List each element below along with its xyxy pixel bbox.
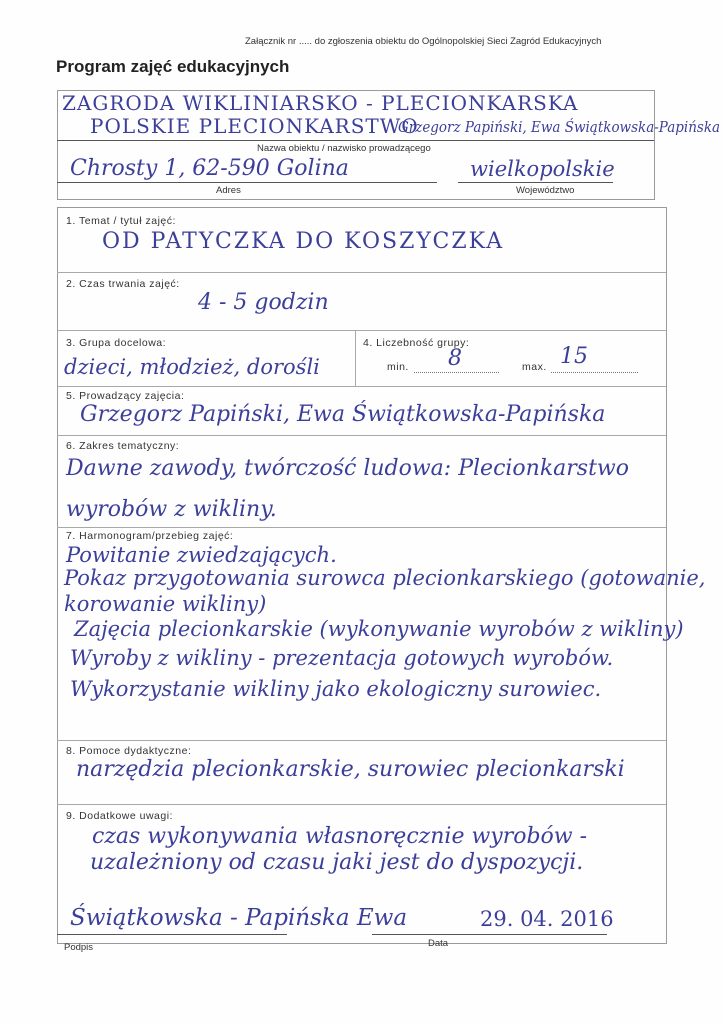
remarks-line1: czas wykonywania własnoręcznie wyrobów - (92, 824, 588, 849)
duration-value: 4 - 5 godzin (198, 290, 329, 315)
object-presenter-inline: Grzegorz Papiński, Ewa Świątkowska-Papińska (398, 118, 721, 136)
group-size-label: 4. Liczebność grupy: (363, 337, 470, 349)
group-max-label: max. (522, 361, 547, 373)
instructor-label: 5. Prowadzący zajęcia: (66, 390, 185, 402)
address-underline (57, 182, 437, 183)
object-name-line1: ZAGRODA WIKLINIARSKO - PLECIONKARSKA (62, 91, 579, 115)
target-group-label: 3. Grupa docelowa: (66, 337, 167, 349)
divider-vertical-3-4 (355, 330, 356, 386)
thematic-scope-label: 6. Zakres tematyczny: (66, 440, 180, 452)
divider-3 (57, 386, 666, 387)
teaching-aids-value: narzędzia plecionkarskie, surowiec plecionkarski (76, 757, 625, 782)
form-title: Program zajęć edukacyjnych (56, 57, 290, 76)
remarks-label: 9. Dodatkowe uwagi: (66, 810, 173, 822)
group-min-dots (414, 372, 499, 373)
topic-label: 1. Temat / tytuł zajęć: (66, 215, 176, 227)
divider-7 (57, 804, 666, 805)
instructor-value: Grzegorz Papiński, Ewa Świątkowska-Papińska (80, 402, 606, 427)
schedule-line: Zajęcia plecionkarskie (wykonywanie wyrobów z wikliny) (74, 617, 684, 641)
divider-1 (57, 272, 666, 273)
signature-underline (57, 934, 287, 935)
date-value: 29. 04. 2016 (480, 907, 614, 931)
duration-label: 2. Czas trwania zajęć: (66, 278, 180, 290)
voivodeship-underline (458, 182, 613, 183)
thematic-scope-line1: Dawne zawody, twórczość ludowa: Plecionkarstwo (66, 456, 630, 481)
schedule-line: Wykorzystanie wikliny jako ekologiczny surowiec. (70, 677, 602, 701)
schedule-label: 7. Harmonogram/przebieg zajęć: (66, 530, 234, 542)
voivodeship-value: wielkopolskie (470, 157, 615, 181)
thematic-scope-line2: wyrobów z wikliny. (66, 497, 277, 522)
voivodeship-label: Województwo (516, 185, 575, 196)
divider-4 (57, 435, 666, 436)
signature: Świątkowska - Papińska Ewa (70, 905, 408, 931)
topic-value: OD PATYCZKA DO KOSZYCZKA (102, 229, 505, 254)
object-name-label: Nazwa obiektu / nazwisko prowadzącego (257, 143, 431, 154)
target-group-value: dzieci, młodzież, dorośli (64, 355, 320, 379)
date-underline (372, 934, 607, 935)
schedule-line: korowanie wikliny) (64, 592, 267, 616)
schedule-line: Wyroby z wikliny - prezentacja gotowych wyrobów. (70, 646, 614, 670)
address-value: Chrosty 1, 62-590 Golina (70, 156, 349, 181)
divider-6 (57, 740, 666, 741)
remarks-line2: uzależniony od czasu jaki jest do dyspozycji. (90, 850, 584, 875)
attachment-line: Załącznik nr ..... do zgłoszenia obiektu do Ogólnopolskiej Sieci Zagród Edukacyjnych (245, 36, 602, 47)
divider-2 (57, 330, 666, 331)
schedule-line: Pokaz przygotowania surowca plecionkarskiego (gotowanie, (64, 566, 706, 590)
group-max-dots (551, 372, 638, 373)
address-label: Adres (216, 185, 241, 196)
group-min-label: min. (387, 361, 409, 373)
object-name-line2: POLSKIE PLECIONKARSTWO (90, 114, 419, 138)
teaching-aids-label: 8. Pomoce dydaktyczne: (66, 745, 192, 757)
group-min-value: 8 (448, 346, 462, 371)
divider-5 (57, 527, 666, 528)
date-label: Data (428, 938, 449, 949)
signature-label: Podpis (64, 942, 94, 953)
object-name-underline (57, 140, 654, 141)
group-max-value: 15 (560, 344, 588, 369)
schedule-line: Powitanie zwiedzających. (66, 543, 337, 567)
